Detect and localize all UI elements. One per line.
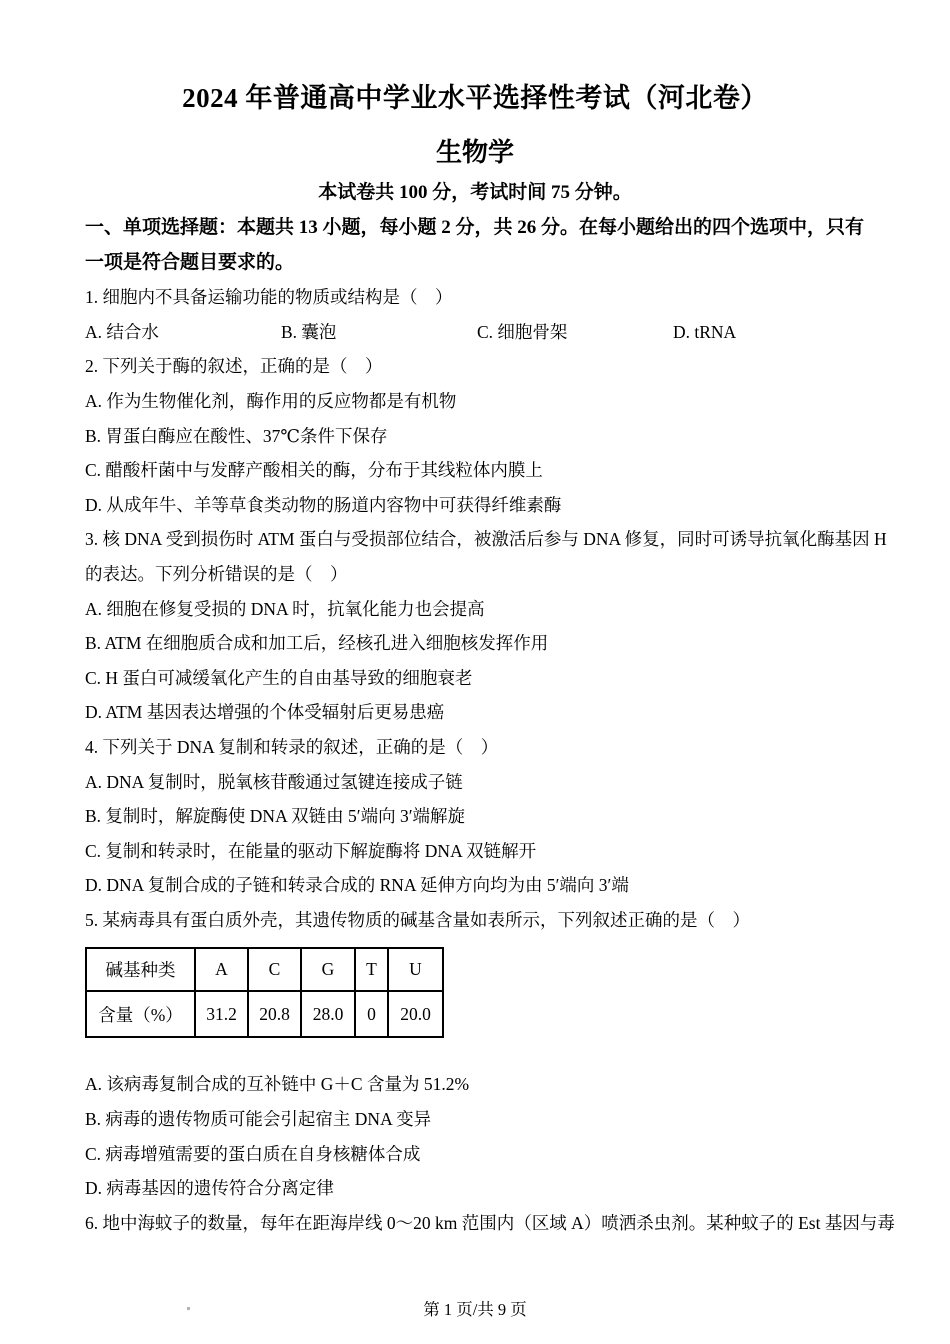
question-1-option-d: D. tRNA [673,321,737,342]
table-cell: 含量（%） [86,991,195,1037]
question-3-option-d: D. ATM 基因表达增强的个体受辐射后更易患癌 [85,702,445,723]
table-header-row [86,948,443,991]
section-heading [85,211,865,280]
question-2-stem: 2. 下列关于酶的叙述，正确的是（ ） [85,356,383,377]
table-cell: 28.0 [301,991,355,1037]
table-header-cell: A [195,948,248,991]
table-header-cell: U [388,948,443,991]
question-4-option-b: B. 复制时，解旋酶使 DNA 双链由 5′端向 3′端解旋 [85,806,466,827]
question-1-option-b: B. 囊泡 [281,321,337,342]
question-5-stem: 5. 某病毒具有蛋白质外壳，其遗传物质的碱基含量如表所示，下列叙述正确的是（ ） [85,909,750,930]
table-header-cell: G [301,948,355,991]
question-5-option-a: A. 该病毒复制合成的互补链中 G＋C 含量为 51.2% [85,1074,470,1095]
table-cell: 20.8 [248,991,301,1037]
table-cell: 20.0 [388,991,443,1037]
question-1-options [85,315,865,350]
subject-title: 生物学 [435,138,514,167]
question-4-option-c: C. 复制和转录时，在能量的驱动下解旋酶将 DNA 双链解开 [85,840,537,861]
table-header-cell: T [355,948,388,991]
page-title: 2024 年普通高中学业水平选择性考试（河北卷） [182,83,768,113]
table-header-cell: C [248,948,301,991]
question-1-option-c: C. 细胞骨架 [477,321,568,342]
question-3-option-c: C. H 蛋白可减缓氧化产生的自由基导致的细胞衰老 [85,667,473,688]
question-2-option-a: A. 作为生物催化剂，酶作用的反应物都是有机物 [85,390,457,411]
exam-meta: 本试卷共 100 分，考试时间 75 分钟。 [318,182,632,203]
question-3-stem-line2: 的表达。下列分析错误的是（ ） [85,563,348,584]
question-2-option-b: B. 胃蛋白酶应在酸性、37℃条件下保存 [85,425,388,446]
table-cell: 31.2 [195,991,248,1037]
question-3-stem-line1: 3. 核 DNA 受到损伤时 ATM 蛋白与受损部位结合，被激活后参与 DNA 修复，同时可诱导抗氧化酶基因 H [85,529,887,550]
question-5-option-b: B. 病毒的遗传物质可能会引起宿主 DNA 变异 [85,1109,432,1130]
question-3-option-b: B. ATM 在细胞质合成和加工后，经核孔进入细胞核发挥作用 [85,633,549,654]
question-1-stem: 1. 细胞内不具备运输功能的物质或结构是（ ） [85,287,453,308]
section-heading-line2: 一项是符合题目要求的。 [85,251,295,273]
table-value-row [86,991,443,1037]
exam-content [85,80,895,1240]
question-4-option-d: D. DNA 复制合成的子链和转录合成的 RNA 延伸方向均为由 5′端向 3′端 [85,875,629,896]
question-1-option-a: A. 结合水 [85,321,159,342]
table-header-cell: 碱基种类 [86,948,195,991]
question-6-stem: 6. 地中海蚊子的数量，每年在距海岸线 0～20 km 范围内（区域 A）喷洒杀虫剂。某种蚊子的 Est 基因与毒 [85,1212,895,1233]
page-footer: 第 1 页/共 9 页 [423,1300,527,1319]
question-4-option-a: A. DNA 复制时，脱氧核苷酸通过氢键连接成子链 [85,771,463,792]
base-content-table [85,947,444,1038]
question-5-option-c: C. 病毒增殖需要的蛋白质在自身核糖体合成 [85,1143,421,1164]
question-3-option-a: A. 细胞在修复受损的 DNA 时，抗氧化能力也会提高 [85,598,485,619]
section-heading-line1: 一、单项选择题：本题共 13 小题，每小题 2 分，共 26 分。在每小题给出的四个选项中，只有 [85,217,865,238]
question-4-stem: 4. 下列关于 DNA 复制和转录的叙述，正确的是（ ） [85,736,499,757]
table-cell: 0 [355,991,388,1037]
question-5-option-d: D. 病毒基因的遗传符合分离定律 [85,1178,334,1199]
question-2-option-d: D. 从成年牛、羊等草食类动物的肠道内容物中可获得纤维素酶 [85,494,562,515]
question-2-option-c: C. 醋酸杆菌中与发酵产酸相关的酶，分布于其线粒体内膜上 [85,460,543,481]
